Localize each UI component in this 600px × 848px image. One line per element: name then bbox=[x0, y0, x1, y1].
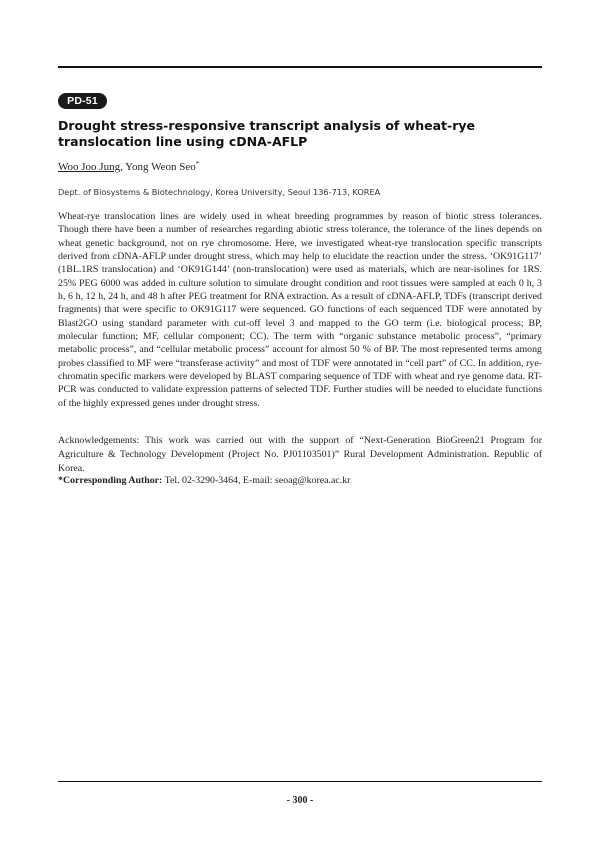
author-name: Yong Weon Seo bbox=[125, 161, 196, 173]
footer-rule bbox=[58, 781, 542, 782]
header-rule bbox=[58, 66, 542, 68]
author-name: Woo Joo Jung bbox=[58, 161, 121, 173]
corresponding-contact: Tel. 02-3290-3464, E-mail: seoag@korea.ac.kr bbox=[162, 475, 351, 486]
author-separator: , bbox=[120, 161, 126, 173]
session-badge: PD-51 bbox=[58, 93, 107, 109]
corresponding-marker: * bbox=[195, 160, 200, 168]
affiliation: Dept. of Biosystems & Biotechnology, Korea University, Seoul 136-713, KOREA bbox=[58, 187, 381, 197]
abstract-text: Wheat-rye translocation lines are widely used in wheat breeding programmes by reason of biotic stress tolerances. Though there have been a number of researches regarding abiotic stress tolerance, the tolerance of the lines depends on wheat genetic background, not on rye chromosome. Here, we investigated wheat-rye translocation specific transcripts derived from cDNA-AFLP under drought stress, which may help to elucidate the reaction under the stress. ‘OK91G117’ (1BL.1RS translocation) and ‘OK91G144’ (non-translocation) were used as materials, which are near-isolines for 1RS. 25% PEG 6000 was added in culture solution to simulate drought condition and root tissues were sampled at each 0 h, 3 h, 6 h, 12 h, 24 h, and 48 h after PEG treatment for RNA extraction. As a result of cDNA-AFLP, TDFs (transcript derived fragments) that were specific to OK91G117 were sequenced. GO functions of each sequenced TDF were annotated by Blast2GO using standard parameter with cut-off level 3 and mapped to the GO term (i.e. biological process; BP, molecular function; MF, cellular component; CC). The term with “organic substance metabolic process”, “primary metabolic process”, and “cellular metabolic process” account for almost 50 % of BP. The most represented terms among probes classified to MF were “transferase activity” and most of TDF were annotated in “cell part” of CC. In addition, rye-chromatin specific markers were developed by BLAST comparing sequence of TDF with wheat and rye genome data. RT-PCR was conducted to validate expression patterns of selected TDF. Further studies will be needed to elucidate functions of the highly expressed genes under drought stress. bbox=[58, 211, 542, 409]
author-list bbox=[58, 160, 542, 174]
page-number: - 300 - bbox=[286, 795, 314, 806]
acknowledgements: Acknowledgements: This work was carried out with the support of “Next-Generation BioGreen21 Program for Agriculture & Technology Development (Project No. PJ01103501)” Rural Development Administration. Republic of Korea. bbox=[58, 435, 542, 474]
corresponding-author bbox=[58, 474, 542, 488]
corresponding-label: *Corresponding Author: bbox=[58, 475, 163, 486]
paper-title: Drought stress-responsive transcript analysis of wheat-rye translocation line using cDNA-AFLP bbox=[58, 118, 476, 149]
